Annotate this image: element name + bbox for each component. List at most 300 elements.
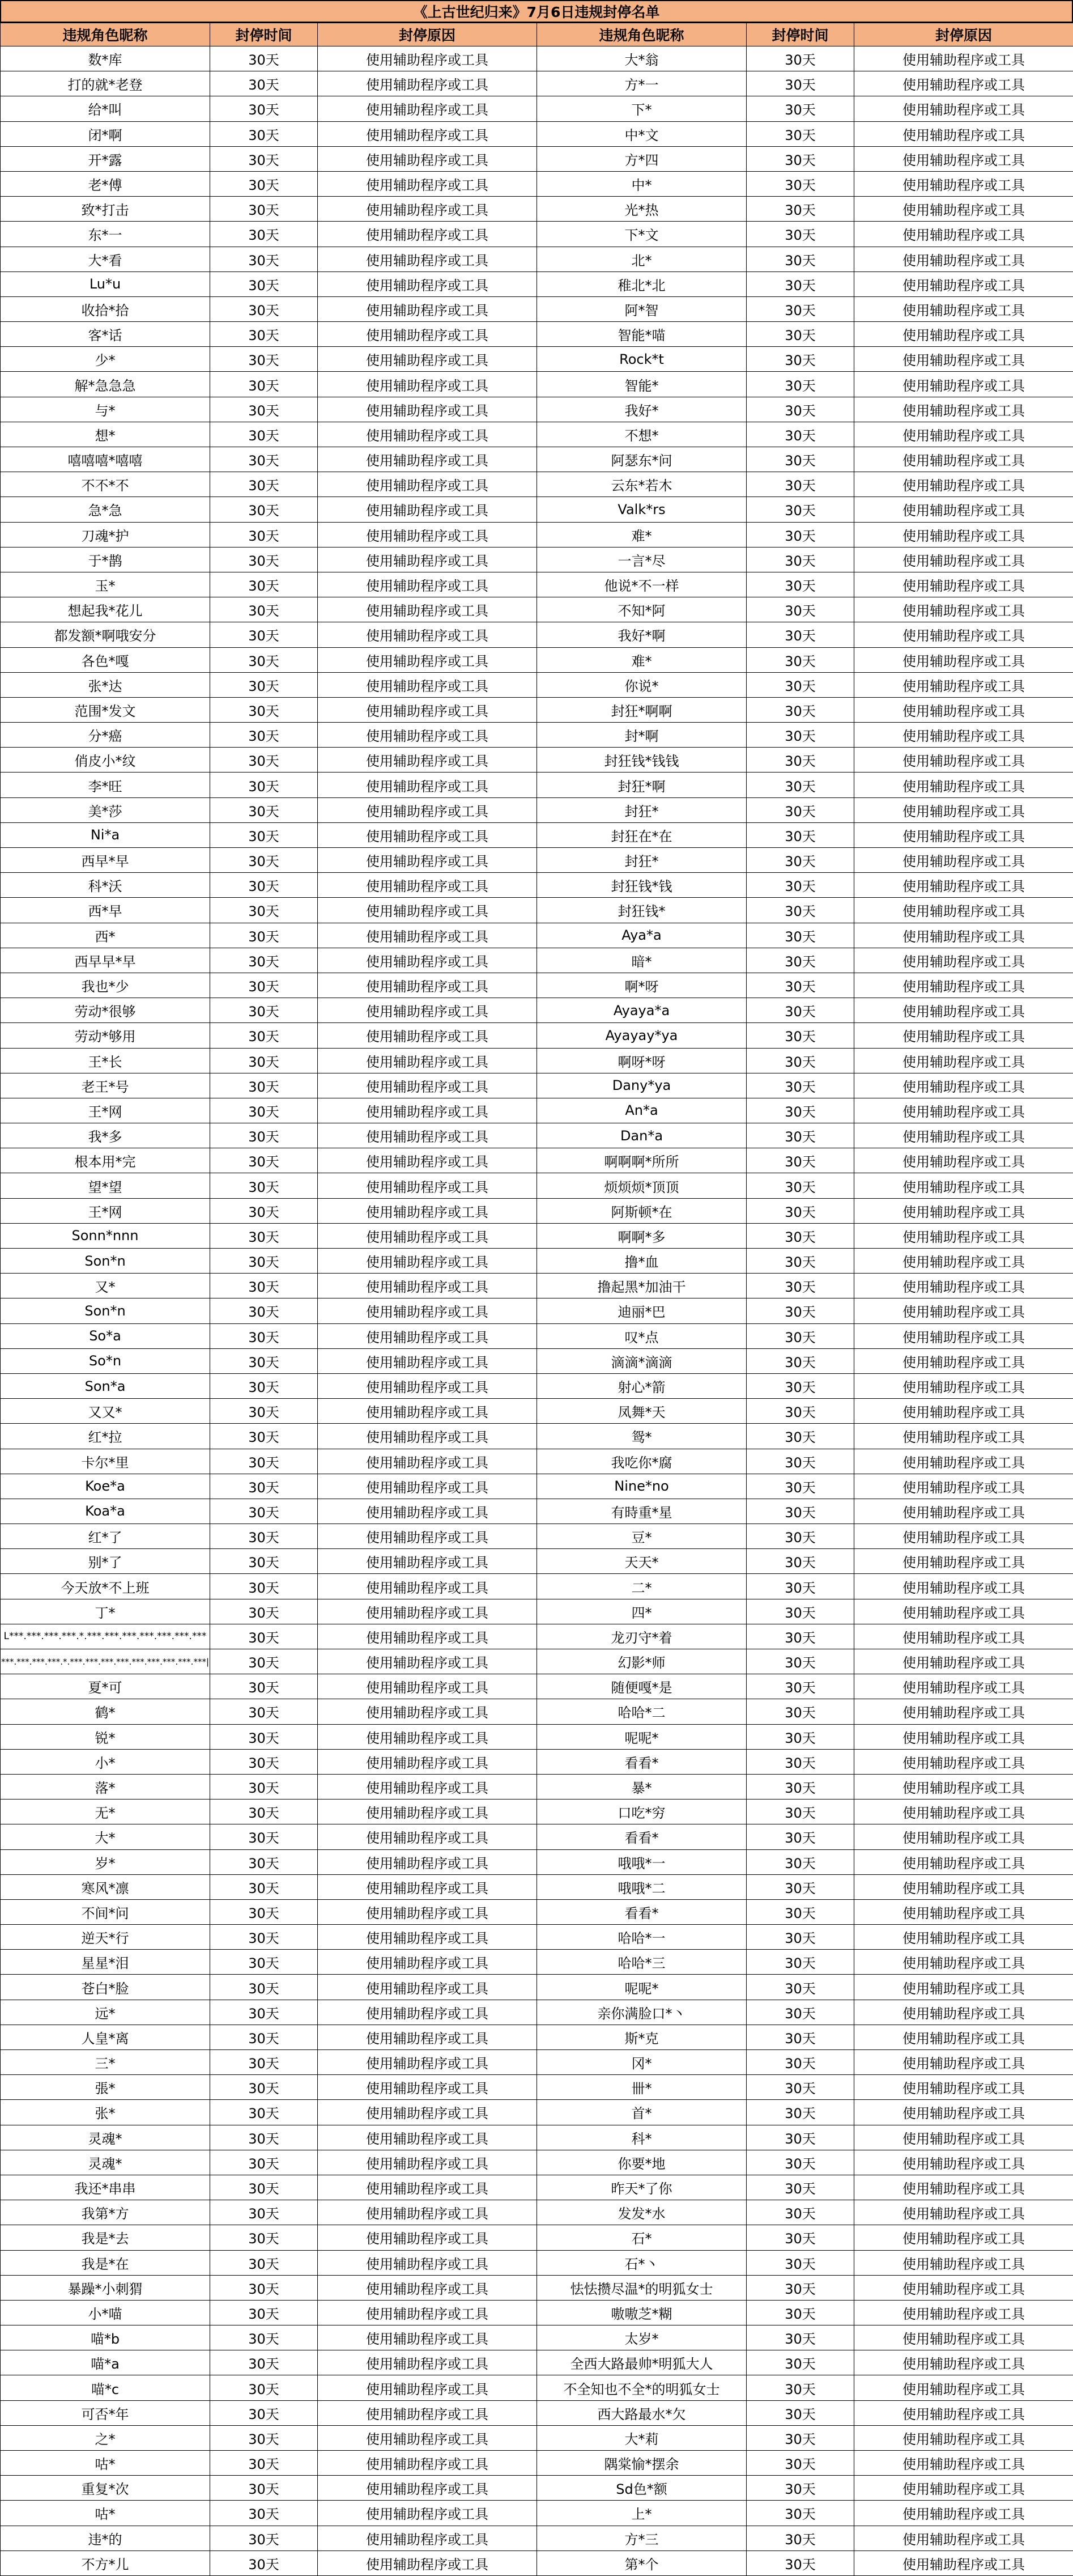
cell-duration-right: 30天 [747, 1073, 854, 1098]
cell-reason-right: 使用辅助程序或工具 [854, 1348, 1073, 1373]
cell-nickname-left: 打的就*老登 [1, 71, 210, 96]
cell-reason-left: 使用辅助程序或工具 [318, 1774, 537, 1799]
cell-duration-right: 30天 [747, 2150, 854, 2175]
cell-reason-right: 使用辅助程序或工具 [854, 998, 1073, 1023]
cell-reason-left: 使用辅助程序或工具 [318, 146, 537, 171]
cell-reason-right: 使用辅助程序或工具 [854, 1649, 1073, 1674]
cell-reason-right: 使用辅助程序或工具 [854, 2476, 1073, 2501]
table-row [1, 1649, 1073, 1674]
cell-duration-left: 30天 [210, 1499, 318, 1523]
cell-nickname-left: 远* [1, 2000, 210, 2025]
cell-duration-right: 30天 [747, 948, 854, 973]
cell-duration-right: 30天 [747, 1274, 854, 1298]
table-row [1, 1298, 1073, 1323]
cell-duration-left: 30天 [210, 1073, 318, 1098]
cell-duration-right: 30天 [747, 1749, 854, 1774]
cell-nickname-right: Valk*rs [537, 497, 747, 522]
cell-nickname-right: 射心*箭 [537, 1373, 747, 1398]
cell-reason-right: 使用辅助程序或工具 [854, 948, 1073, 973]
cell-reason-left: 使用辅助程序或工具 [318, 1173, 537, 1198]
cell-reason-left: 使用辅助程序或工具 [318, 1373, 537, 1398]
cell-nickname-left: 锐* [1, 1724, 210, 1749]
cell-nickname-right: 你要*地 [537, 2150, 747, 2175]
cell-reason-right: 使用辅助程序或工具 [854, 1373, 1073, 1398]
cell-nickname-left: 我第*方 [1, 2200, 210, 2225]
cell-reason-right: 使用辅助程序或工具 [854, 1474, 1073, 1499]
cell-reason-left: 使用辅助程序或工具 [318, 1274, 537, 1298]
cell-duration-left: 30天 [210, 2225, 318, 2250]
cell-duration-right: 30天 [747, 197, 854, 222]
cell-reason-right: 使用辅助程序或工具 [854, 1223, 1073, 1248]
cell-reason-right: 使用辅助程序或工具 [854, 2400, 1073, 2425]
cell-reason-left: 使用辅助程序或工具 [318, 1048, 537, 1073]
cell-reason-left: 使用辅助程序或工具 [318, 1975, 537, 2000]
cell-reason-left: 使用辅助程序或工具 [318, 973, 537, 998]
table-row [1, 1574, 1073, 1599]
cell-duration-left: 30天 [210, 748, 318, 773]
cell-reason-left: 使用辅助程序或工具 [318, 2400, 537, 2425]
cell-nickname-right: 嗷嗷芝*糊 [537, 2300, 747, 2325]
cell-reason-left: 使用辅助程序或工具 [318, 773, 537, 797]
cell-nickname-left: 落* [1, 1774, 210, 1799]
table-row [1, 1249, 1073, 1274]
cell-reason-right: 使用辅助程序或工具 [854, 2451, 1073, 2476]
cell-duration-right: 30天 [747, 2075, 854, 2100]
cell-reason-right: 使用辅助程序或工具 [854, 1549, 1073, 1574]
cell-reason-right: 使用辅助程序或工具 [854, 2550, 1073, 2575]
table-row [1, 71, 1073, 96]
table-row [1, 2350, 1073, 2375]
cell-reason-right: 使用辅助程序或工具 [854, 1749, 1073, 1774]
cell-reason-left: 使用辅助程序或工具 [318, 1549, 537, 1574]
cell-duration-left: 30天 [210, 2375, 318, 2400]
cell-reason-right: 使用辅助程序或工具 [854, 1173, 1073, 1198]
cell-duration-right: 30天 [747, 1599, 854, 1624]
cell-nickname-left: 东*一 [1, 222, 210, 247]
cell-nickname-left: 张* [1, 2100, 210, 2125]
cell-reason-left: 使用辅助程序或工具 [318, 472, 537, 497]
cell-duration-left: 30天 [210, 622, 318, 647]
table-row [1, 1925, 1073, 1950]
cell-reason-left: 使用辅助程序或工具 [318, 522, 537, 547]
cell-duration-right: 30天 [747, 1198, 854, 1223]
cell-nickname-right: 封狂钱*钱 [537, 873, 747, 898]
cell-nickname-left: 可否*年 [1, 2400, 210, 2425]
cell-duration-left: 30天 [210, 2075, 318, 2100]
cell-nickname-left: 收拾*拾 [1, 296, 210, 321]
cell-nickname-right: 智能* [537, 372, 747, 397]
cell-reason-right: 使用辅助程序或工具 [854, 2025, 1073, 2049]
cell-duration-left: 30天 [210, 1624, 318, 1649]
cell-duration-left: 30天 [210, 973, 318, 998]
cell-duration-left: 30天 [210, 522, 318, 547]
table-row [1, 2325, 1073, 2350]
cell-nickname-left: 我是*在 [1, 2250, 210, 2275]
cell-reason-left: 使用辅助程序或工具 [318, 1925, 537, 1950]
cell-nickname-right: 阿瑟东*问 [537, 447, 747, 472]
cell-reason-right: 使用辅助程序或工具 [854, 797, 1073, 822]
cell-duration-right: 30天 [747, 497, 854, 522]
cell-nickname-right: 怯怯攒尽温*的明狐女士 [537, 2275, 747, 2300]
cell-nickname-right: 冈* [537, 2050, 747, 2075]
cell-nickname-right: 啊呀*呀 [537, 1048, 747, 1073]
header-nickname-right: 违规角色昵称 [537, 23, 747, 46]
cell-duration-right: 30天 [747, 1048, 854, 1073]
cell-duration-right: 30天 [747, 2000, 854, 2025]
table-row [1, 822, 1073, 847]
cell-reason-right: 使用辅助程序或工具 [854, 372, 1073, 397]
table-row [1, 472, 1073, 497]
cell-reason-left: 使用辅助程序或工具 [318, 2325, 537, 2350]
cell-reason-right: 使用辅助程序或工具 [854, 597, 1073, 622]
cell-duration-right: 30天 [747, 296, 854, 321]
cell-reason-left: 使用辅助程序或工具 [318, 2375, 537, 2400]
cell-reason-right: 使用辅助程序或工具 [854, 2350, 1073, 2375]
cell-duration-left: 30天 [210, 2025, 318, 2049]
cell-duration-left: 30天 [210, 1749, 318, 1774]
cell-nickname-right: 难* [537, 522, 747, 547]
cell-nickname-left: 老*傅 [1, 171, 210, 196]
table-row [1, 2275, 1073, 2300]
cell-duration-right: 30天 [747, 397, 854, 422]
cell-reason-left: 使用辅助程序或工具 [318, 2250, 537, 2275]
cell-reason-right: 使用辅助程序或工具 [854, 773, 1073, 797]
cell-reason-left: 使用辅助程序或工具 [318, 71, 537, 96]
table-row [1, 2175, 1073, 2200]
cell-duration-left: 30天 [210, 822, 318, 847]
cell-reason-right: 使用辅助程序或工具 [854, 2050, 1073, 2075]
cell-nickname-left: 張* [1, 2075, 210, 2100]
table-row [1, 2550, 1073, 2575]
cell-reason-right: 使用辅助程序或工具 [854, 1874, 1073, 1899]
table-row [1, 222, 1073, 247]
cell-nickname-left: 苍白*脸 [1, 1975, 210, 2000]
cell-reason-left: 使用辅助程序或工具 [318, 1123, 537, 1148]
cell-duration-left: 30天 [210, 1048, 318, 1073]
cell-reason-left: 使用辅助程序或工具 [318, 447, 537, 472]
cell-duration-left: 30天 [210, 347, 318, 372]
cell-duration-right: 30天 [747, 1549, 854, 1574]
cell-reason-right: 使用辅助程序或工具 [854, 1023, 1073, 1048]
cell-nickname-right: 方*三 [537, 2526, 747, 2550]
cell-nickname-right: 撸起黑*加油干 [537, 1274, 747, 1298]
cell-duration-left: 30天 [210, 1975, 318, 2000]
cell-nickname-left: 逆天*行 [1, 1925, 210, 1950]
cell-duration-left: 30天 [210, 773, 318, 797]
table-row [1, 1499, 1073, 1523]
cell-duration-right: 30天 [747, 2300, 854, 2325]
cell-nickname-left: 我也*少 [1, 973, 210, 998]
cell-nickname-left: 小*喵 [1, 2300, 210, 2325]
cell-nickname-right: 昨天*了你 [537, 2175, 747, 2200]
cell-nickname-right: 啊啊*多 [537, 1223, 747, 1248]
cell-duration-left: 30天 [210, 2400, 318, 2425]
table-row [1, 797, 1073, 822]
cell-duration-left: 30天 [210, 1699, 318, 1724]
cell-duration-left: 30天 [210, 2275, 318, 2300]
cell-nickname-left: 红*了 [1, 1524, 210, 1549]
cell-duration-left: 30天 [210, 1198, 318, 1223]
cell-nickname-left: Son*n [1, 1298, 210, 1323]
cell-duration-left: 30天 [210, 1849, 318, 1874]
header-duration-left: 封停时间 [210, 23, 318, 46]
cell-reason-left: 使用辅助程序或工具 [318, 1424, 537, 1449]
cell-duration-left: 30天 [210, 146, 318, 171]
cell-nickname-right: 大*莉 [537, 2425, 747, 2450]
cell-reason-right: 使用辅助程序或工具 [854, 1699, 1073, 1724]
cell-reason-right: 使用辅助程序或工具 [854, 1824, 1073, 1849]
cell-nickname-left: 不不*不 [1, 472, 210, 497]
cell-reason-right: 使用辅助程序或工具 [854, 1198, 1073, 1223]
cell-reason-left: 使用辅助程序或工具 [318, 1824, 537, 1849]
cell-duration-right: 30天 [747, 1298, 854, 1323]
cell-reason-left: 使用辅助程序或工具 [318, 347, 537, 372]
cell-nickname-left: 不间*问 [1, 1899, 210, 1924]
table-row [1, 2526, 1073, 2550]
cell-reason-right: 使用辅助程序或工具 [854, 923, 1073, 948]
cell-duration-left: 30天 [210, 1449, 318, 1474]
cell-reason-right: 使用辅助程序或工具 [854, 672, 1073, 697]
cell-duration-left: 30天 [210, 1123, 318, 1148]
cell-duration-right: 30天 [747, 2350, 854, 2375]
cell-reason-right: 使用辅助程序或工具 [854, 1449, 1073, 1474]
cell-duration-right: 30天 [747, 2225, 854, 2250]
cell-reason-right: 使用辅助程序或工具 [854, 1800, 1073, 1824]
header-reason-left: 封停原因 [318, 23, 537, 46]
cell-nickname-left: 王*网 [1, 1098, 210, 1123]
cell-duration-right: 30天 [747, 1950, 854, 1975]
cell-reason-left: 使用辅助程序或工具 [318, 372, 537, 397]
cell-duration-left: 30天 [210, 1549, 318, 1574]
cell-nickname-left: 想* [1, 422, 210, 447]
cell-duration-left: 30天 [210, 948, 318, 973]
cell-duration-left: 30天 [210, 697, 318, 722]
cell-nickname-left: 西*早 [1, 898, 210, 923]
cell-duration-left: 30天 [210, 1274, 318, 1298]
cell-duration-left: 30天 [210, 2350, 318, 2375]
cell-nickname-left: 劳动*很够 [1, 998, 210, 1023]
cell-nickname-left: 我*多 [1, 1123, 210, 1148]
table-row [1, 1599, 1073, 1624]
cell-nickname-left: 西早*早 [1, 848, 210, 873]
cell-duration-right: 30天 [747, 2275, 854, 2300]
table-row [1, 247, 1073, 271]
cell-nickname-left: 西* [1, 923, 210, 948]
cell-duration-right: 30天 [747, 923, 854, 948]
table-row [1, 1824, 1073, 1849]
cell-nickname-right: 看看* [537, 1749, 747, 1774]
cell-duration-left: 30天 [210, 2501, 318, 2526]
table-row [1, 572, 1073, 597]
cell-reason-left: 使用辅助程序或工具 [318, 96, 537, 121]
cell-nickname-right: 中* [537, 171, 747, 196]
cell-nickname-right: 我好* [537, 397, 747, 422]
table-row [1, 2050, 1073, 2075]
cell-nickname-right: 暗* [537, 948, 747, 973]
cell-duration-right: 30天 [747, 622, 854, 647]
cell-nickname-right: Sd色*额 [537, 2476, 747, 2501]
cell-duration-left: 30天 [210, 1323, 318, 1348]
cell-duration-right: 30天 [747, 1148, 854, 1173]
cell-reason-left: 使用辅助程序或工具 [318, 1499, 537, 1523]
cell-nickname-left: 致*打击 [1, 197, 210, 222]
table-row [1, 547, 1073, 572]
cell-reason-right: 使用辅助程序或工具 [854, 1424, 1073, 1449]
cell-duration-right: 30天 [747, 2451, 854, 2476]
table-row [1, 1849, 1073, 1874]
cell-duration-left: 30天 [210, 372, 318, 397]
cell-reason-left: 使用辅助程序或工具 [318, 1524, 537, 1549]
cell-reason-left: 使用辅助程序或工具 [318, 1023, 537, 1048]
cell-reason-left: 使用辅助程序或工具 [318, 1323, 537, 1348]
cell-nickname-left: 丁* [1, 1599, 210, 1624]
cell-duration-right: 30天 [747, 2125, 854, 2150]
cell-duration-right: 30天 [747, 1173, 854, 1198]
table-row [1, 497, 1073, 522]
cell-reason-left: 使用辅助程序或工具 [318, 1098, 537, 1123]
cell-nickname-left: 王*长 [1, 1048, 210, 1073]
table-row [1, 2501, 1073, 2526]
cell-duration-right: 30天 [747, 547, 854, 572]
table-row [1, 1424, 1073, 1449]
cell-duration-left: 30天 [210, 2550, 318, 2575]
cell-duration-left: 30天 [210, 797, 318, 822]
cell-reason-right: 使用辅助程序或工具 [854, 1975, 1073, 2000]
table-row [1, 873, 1073, 898]
table-row [1, 1073, 1073, 1098]
cell-duration-right: 30天 [747, 2501, 854, 2526]
cell-nickname-left: 喵*b [1, 2325, 210, 2350]
cell-reason-right: 使用辅助程序或工具 [854, 96, 1073, 121]
cell-nickname-right: 大*翁 [537, 46, 747, 71]
cell-reason-left: 使用辅助程序或工具 [318, 1724, 537, 1749]
cell-reason-right: 使用辅助程序或工具 [854, 422, 1073, 447]
cell-reason-left: 使用辅助程序或工具 [318, 2025, 537, 2049]
table-row [1, 1549, 1073, 1574]
cell-duration-left: 30天 [210, 572, 318, 597]
table-row [1, 647, 1073, 672]
table-row [1, 1399, 1073, 1424]
table-row [1, 1624, 1073, 1649]
cell-reason-left: 使用辅助程序或工具 [318, 1348, 537, 1373]
cell-reason-right: 使用辅助程序或工具 [854, 397, 1073, 422]
cell-reason-left: 使用辅助程序或工具 [318, 247, 537, 271]
table-row [1, 1975, 1073, 2000]
table-row [1, 1123, 1073, 1148]
cell-nickname-left: 老王*号 [1, 1073, 210, 1098]
cell-reason-right: 使用辅助程序或工具 [854, 572, 1073, 597]
cell-reason-left: 使用辅助程序或工具 [318, 2150, 537, 2175]
cell-nickname-left: 闭*啊 [1, 121, 210, 146]
cell-reason-left: 使用辅助程序或工具 [318, 222, 537, 247]
cell-reason-left: 使用辅助程序或工具 [318, 2550, 537, 2575]
cell-duration-right: 30天 [747, 1123, 854, 1148]
cell-nickname-right: 稚北*北 [537, 271, 747, 296]
cell-duration-left: 30天 [210, 296, 318, 321]
cell-nickname-right: 哈哈*二 [537, 1699, 747, 1724]
table-row [1, 2476, 1073, 2501]
table-row [1, 296, 1073, 321]
cell-nickname-right: 科* [537, 2125, 747, 2150]
cell-nickname-right: 中*文 [537, 121, 747, 146]
cell-nickname-right: 封*啊 [537, 723, 747, 748]
cell-reason-right: 使用辅助程序或工具 [854, 171, 1073, 196]
table-row [1, 46, 1073, 71]
header-reason-right: 封停原因 [854, 23, 1073, 46]
page-title: 《上古世纪归来》7月6日违规封停名单 [0, 0, 1073, 23]
table-row [1, 748, 1073, 773]
cell-reason-left: 使用辅助程序或工具 [318, 898, 537, 923]
cell-reason-right: 使用辅助程序或工具 [854, 1098, 1073, 1123]
cell-reason-left: 使用辅助程序或工具 [318, 1849, 537, 1874]
table-row [1, 998, 1073, 1023]
cell-reason-right: 使用辅助程序或工具 [854, 1249, 1073, 1274]
cell-reason-left: 使用辅助程序或工具 [318, 998, 537, 1023]
cell-reason-right: 使用辅助程序或工具 [854, 472, 1073, 497]
cell-nickname-left: 暴躁*小刺猬 [1, 2275, 210, 2300]
cell-nickname-left: 想起我*花儿 [1, 597, 210, 622]
cell-reason-left: 使用辅助程序或工具 [318, 547, 537, 572]
cell-nickname-left: 人皇*离 [1, 2025, 210, 2049]
cell-reason-left: 使用辅助程序或工具 [318, 873, 537, 898]
table-row [1, 447, 1073, 472]
cell-duration-left: 30天 [210, 1249, 318, 1274]
table-row [1, 773, 1073, 797]
cell-duration-right: 30天 [747, 96, 854, 121]
cell-nickname-left: Lu*u [1, 271, 210, 296]
table-row [1, 372, 1073, 397]
cell-reason-right: 使用辅助程序或工具 [854, 222, 1073, 247]
cell-reason-right: 使用辅助程序或工具 [854, 1574, 1073, 1599]
cell-nickname-right: 智能*喵 [537, 322, 747, 347]
cell-reason-right: 使用辅助程序或工具 [854, 1323, 1073, 1348]
cell-nickname-right: 哈哈*三 [537, 1950, 747, 1975]
cell-duration-left: 30天 [210, 1599, 318, 1624]
cell-duration-right: 30天 [747, 1223, 854, 1248]
table-row [1, 622, 1073, 647]
cell-nickname-right: 啊啊啊*所所 [537, 1148, 747, 1173]
cell-duration-right: 30天 [747, 1499, 854, 1523]
cell-nickname-right: Ayayay*ya [537, 1023, 747, 1048]
cell-reason-right: 使用辅助程序或工具 [854, 697, 1073, 722]
cell-duration-right: 30天 [747, 2476, 854, 2501]
cell-nickname-left: 刀魂*护 [1, 522, 210, 547]
cell-reason-left: 使用辅助程序或工具 [318, 1223, 537, 1248]
cell-duration-left: 30天 [210, 2325, 318, 2350]
cell-reason-left: 使用辅助程序或工具 [318, 2501, 537, 2526]
cell-duration-right: 30天 [747, 1800, 854, 1824]
cell-reason-right: 使用辅助程序或工具 [854, 898, 1073, 923]
cell-duration-right: 30天 [747, 1574, 854, 1599]
cell-nickname-left: 范围*发文 [1, 697, 210, 722]
cell-reason-right: 使用辅助程序或工具 [854, 1724, 1073, 1749]
cell-reason-left: 使用辅助程序或工具 [318, 2476, 537, 2501]
cell-nickname-right: 下*文 [537, 222, 747, 247]
cell-nickname-left: Koa*a [1, 1499, 210, 1523]
cell-duration-left: 30天 [210, 46, 318, 71]
table-row [1, 347, 1073, 372]
cell-duration-right: 30天 [747, 973, 854, 998]
cell-reason-right: 使用辅助程序或工具 [854, 647, 1073, 672]
cell-reason-right: 使用辅助程序或工具 [854, 1624, 1073, 1649]
cell-reason-left: 使用辅助程序或工具 [318, 497, 537, 522]
table-row [1, 2100, 1073, 2125]
cell-nickname-right: 封狂* [537, 797, 747, 822]
cell-nickname-right: 我好*啊 [537, 622, 747, 647]
cell-duration-right: 30天 [747, 2526, 854, 2550]
cell-nickname-left: 王*网 [1, 1198, 210, 1223]
cell-duration-left: 30天 [210, 723, 318, 748]
